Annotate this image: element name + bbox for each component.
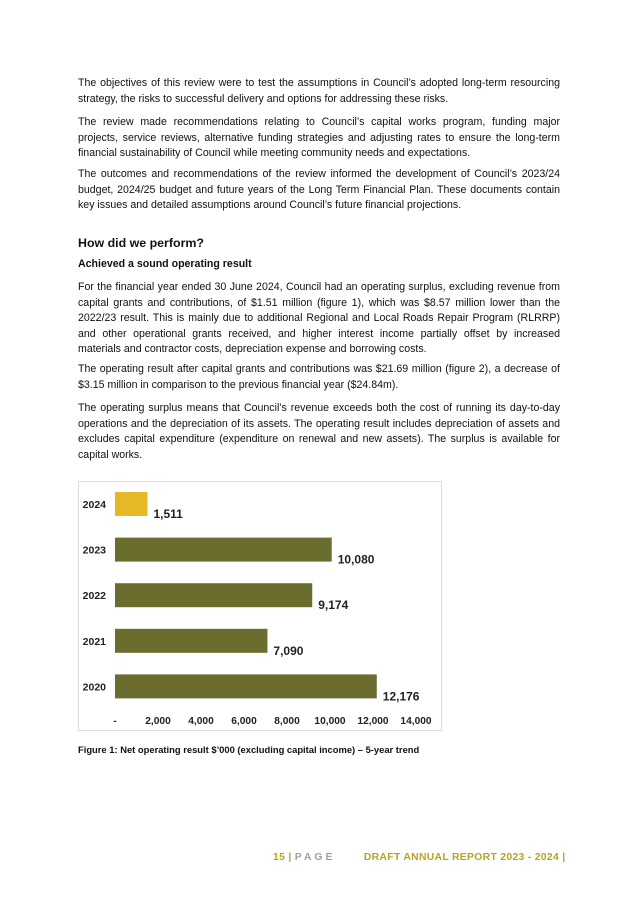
bar-2020 [115,674,377,698]
footer-separator: | [288,852,292,863]
value-label-2024: 1,511 [153,507,183,521]
x-tick-label: 4,000 [188,716,214,727]
report-title: DRAFT ANNUAL REPORT 2023 - 2024 [363,852,560,863]
intro-paragraph-3: The outcomes and recommendations of the review informed the development of Council’s 2023/24 budget, 2024/25 budget and future years of the Long Term Financial Plan. These documents contain key issues and detailed assumptions around Council’s future financial projections. [78,168,560,212]
category-label-2022: 2022 [82,590,106,603]
category-label-2020: 2020 [82,681,106,694]
body-paragraph-3: The operating surplus means that Council’s revenue exceeds both the cost of running its day-to-day operations and the depreciation of its assets. The operating result includes depreciation of assets and excludes capital expenditure (expenditure on renewal and new assets). The surplus is available for capital works. [78,402,560,461]
category-label-2024: 2024 [82,499,106,511]
figure-caption: Figure 1: Net operating result $’000 (excluding capital income) – 5-year trend [78,744,420,755]
value-label-2021: 7,090 [273,643,304,658]
bar-2021 [115,629,267,653]
x-tick-label: - [113,716,117,727]
page-number: 15 [273,852,286,863]
x-tick-label: 2,000 [145,716,171,727]
page-footer [273,852,565,863]
bar-2022 [115,583,312,607]
x-tick-label: 12,000 [357,716,389,727]
x-tick-label: 8,000 [274,716,300,727]
value-label-2022: 9,174 [318,598,349,613]
bar-2023 [115,538,332,562]
section-heading: How did we perform? [78,236,204,250]
body-paragraph-2: The operating result after capital grants and contributions was $21.69 million (figure 2), a decrease of $3.15 million in comparison to the previous financial year ($24.84m). [78,363,560,391]
page-word: PAGE [294,852,336,863]
intro-paragraph-1: The objectives of this review were to test the assumptions in Council’s adopted long-term resourcing strategy, the risks to successful delivery and options for addressing these risks. [78,77,560,105]
net-operating-result-chart [78,481,442,731]
category-label-2021: 2021 [82,635,106,648]
x-tick-label: 10,000 [314,716,346,727]
x-tick-label: 6,000 [231,716,257,727]
body-paragraph-1: For the financial year ended 30 June 2024, Council had an operating surplus, excluding revenue from capital grants and contributions, of $1.51 million (figure 1), which was $8.57 million lower than the 2022/23 result. This is mainly due to additional Regional and Local Roads Repair Program (RLRRP) and other operational grants received, and higher interest income partially offset by increased materials and contractor costs, depreciation expense and borrowing costs. [78,281,560,356]
category-label-2023: 2023 [82,544,106,557]
bar-2024 [115,492,147,516]
intro-paragraph-2: The review made recommendations relating to Council’s capital works program, funding major projects, service reviews, alternative funding strategies and adjusting rates to ensure the long-term financial sustainability of Council while meeting community needs and expectations. [78,116,560,160]
value-label-2023: 10,080 [337,552,375,567]
x-tick-label: 14,000 [400,716,432,727]
subheading: Achieved a sound operating result [78,258,252,270]
value-label-2020: 12,176 [382,689,420,704]
footer-end-separator: | [562,852,566,863]
